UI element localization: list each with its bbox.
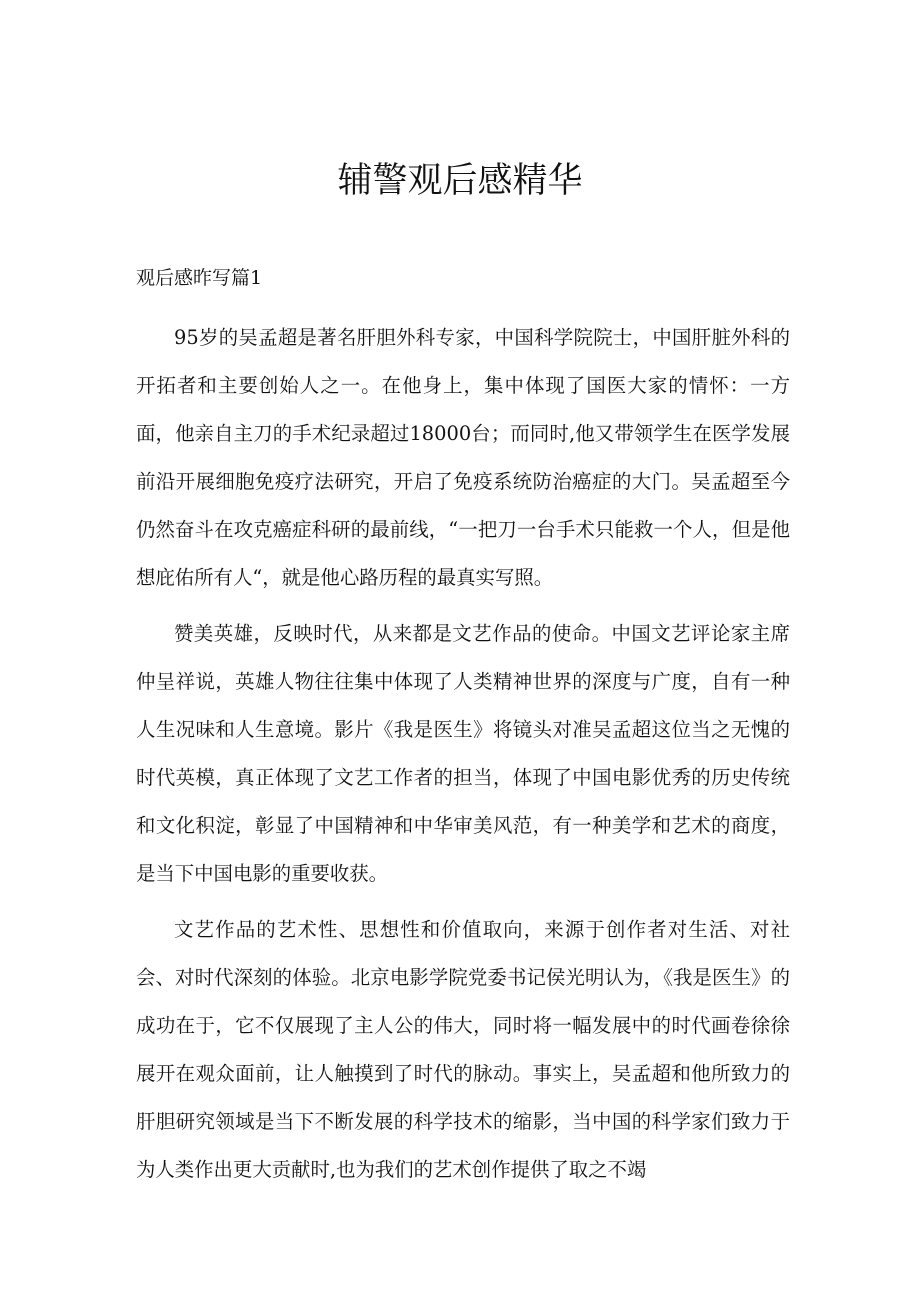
paragraph-3: 文艺作品的艺术性、思想性和价值取向，来源于创作者对生活、对社会、对时代深刻的体验。北京电影学院党委书记侯光明认为，《我是医生》的成功在于，它不仅展现了主人公的伟大，同时将一幅发展中的时代画卷徐徐展开在观众面前，让人触摸到了时代的脉动。事实上，吴孟超和他所致力的肝胆研究领域是当下不断发展的科学技术的缩影，当中国的科学家们致力于为人类作出更大贡献时,也为我们的艺术创作提供了取之不竭 [136,918,790,1181]
document-body [136,314,790,1202]
paragraph-1: 95岁的吴孟超是著名肝胆外科专家，中国科学院院士，中国肝脏外科的开拓者和主要创始人之一。在他身上，集中体现了国医大家的情怀：一方面，他亲自主刀的手术纪录超过18000台；而同时,他又带领学生在医学发展前沿开展细胞免疫疗法研究，开启了免疫系统防治癌症的大门。吴孟超至今仍然奋斗在攻克癌症科研的最前线，“一把刀一台手术只能救一个人，但是他想庇佑所有人“，就是他心路历程的最真实写照。 [136,326,790,589]
paragraph-2: 赞美英雄，反映时代，从来都是文艺作品的使命。中国文艺评论家主席仲呈祥说，英雄人物往往集中体现了人类精神世界的深度与广度，自有一种人生况味和人生意境。影片《我是医生》将镜头对准吴孟超这位当之无愧的时代英模，真正体现了文艺工作者的担当，体现了中国电影优秀的历史传统和文化积淀，彰显了中国精神和中华审美风范，有一种美学和艺术的商度，是当下中国电影的重要收获。 [136,622,790,885]
section-heading: 观后感昨写篇1 [136,267,263,289]
document-title: 辅警观后感精华 [337,161,583,201]
